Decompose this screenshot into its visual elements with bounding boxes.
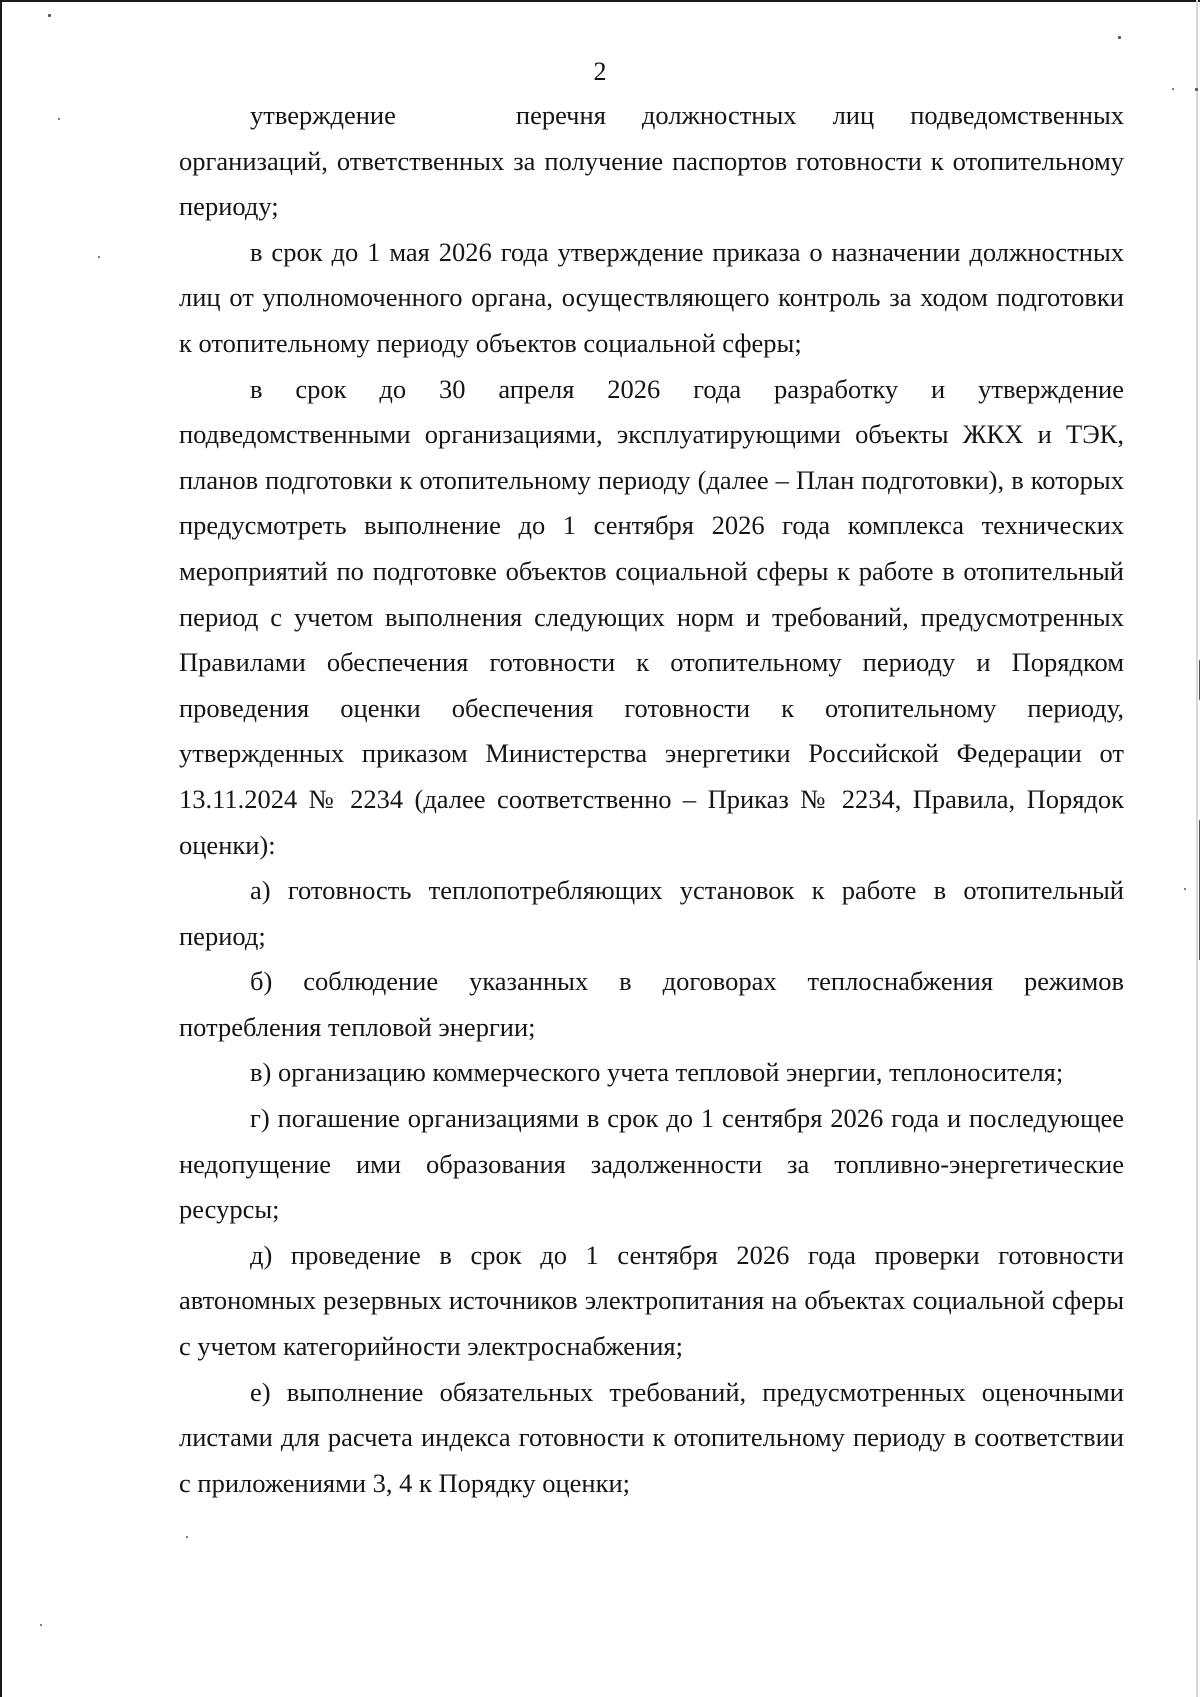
list-item-e: е) выполнение обязательных требований, предусмотренных оценочными листами для расчета индекса готовности к отопительному периоду в соответствии с приложениями 3, 4 к Порядку оценки; bbox=[179, 1376, 1124, 1498]
paragraph-approval-list bbox=[179, 93, 1124, 230]
list-item-b: б) соблюдение указанных в договорах теплоснабжения режимов потребления тепловой энергии; bbox=[179, 966, 1124, 1042]
page-number: 2 bbox=[593, 57, 607, 86]
paragraph-order-appointment: в срок до 1 мая 2026 года утверждение приказа о назначении должностных лиц от уполномоченного органа, осуществляющего контроль за ходом подготовки к отопительному периоду объектов социальной сферы; bbox=[179, 236, 1124, 358]
scan-speck bbox=[1118, 36, 1121, 39]
scan-speck bbox=[1184, 888, 1186, 890]
scan-speck bbox=[98, 256, 100, 258]
paragraph-approval-list-start: утверждение bbox=[250, 100, 396, 130]
list-item-g: г) погашение организациями в срок до 1 сентября 2026 года и последующее недопущение ими образования задолженности за топливно-энергетические ресурсы; bbox=[179, 1103, 1124, 1225]
list-item-a: а) готовность теплопотребляющих установок к работе в отопительный период; bbox=[179, 875, 1124, 951]
paragraph-preparation-plans: в срок до 30 апреля 2026 года разработку и утверждение подведомственными организациями, эксплуатирующими объекты ЖКХ и ТЭК, планов подготовки к отопительному периоду (далее – План подготовки), в которых предусмотреть выполнение до 1 сентября 2026 года комплекса технических мероприятий по подготовке объектов социальной сферы к работе в отопительный период с учетом выполнения следующих норм и требований, предусмотренных Правилами обеспечения готовности к отопительному периоду и Порядком проведения оценки обеспечения готовности к отопительному периоду, утвержденных приказом Министерства энергетики Российской Федерации от 13.11.2024 № 2234 (далее соответственно – Приказ № 2234, Правила, Порядок оценки): bbox=[179, 373, 1124, 860]
scan-edge-left bbox=[0, 0, 2, 1697]
scan-speck bbox=[1195, 88, 1198, 91]
scan-speck bbox=[1172, 88, 1174, 90]
scan-speck bbox=[58, 118, 60, 120]
paragraph-approval-list-rest: перечня должностных лиц подведомственных организаций, ответственных за получение паспортов готовности к отопительному периоду; bbox=[179, 100, 1124, 222]
scan-speck bbox=[186, 1536, 188, 1538]
scan-speck bbox=[40, 1624, 42, 1626]
list-item-d: д) проведение в срок до 1 сентября 2026 года проверки готовности автономных резервных источников электропитания на объектах социальной сферы с учетом категорийности электроснабжения; bbox=[179, 1239, 1124, 1362]
document-body bbox=[179, 93, 1124, 1506]
scan-edge-right bbox=[1196, 0, 1198, 1697]
list-item-v: в) организацию коммерческого учета тепловой энергии, теплоносителя; bbox=[250, 1057, 1064, 1088]
scan-speck bbox=[48, 14, 51, 17]
scan-edge-top bbox=[0, 0, 1200, 2]
